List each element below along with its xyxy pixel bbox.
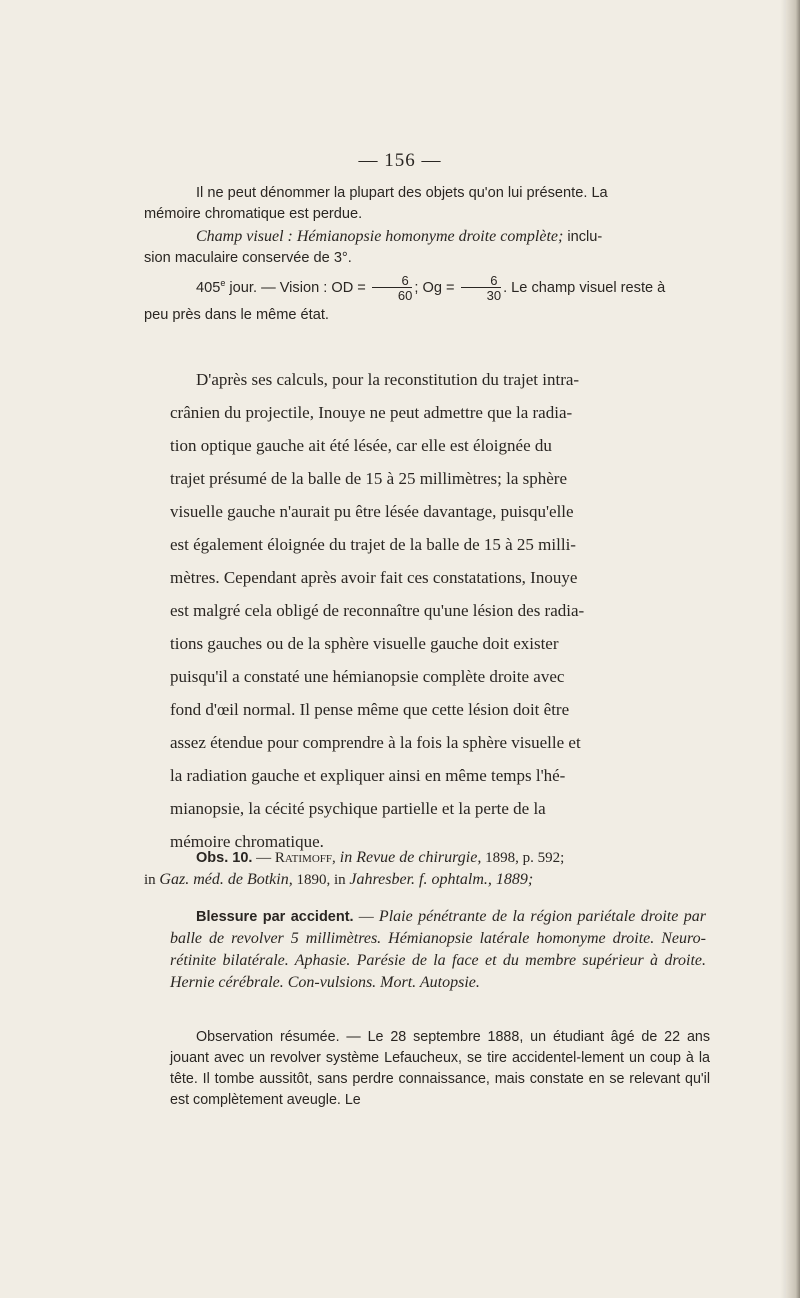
paragraph-memory [144, 183, 710, 225]
main-line: trajet présumé de la balle de 15 à 25 millimètres; la sphère [170, 469, 567, 488]
obs-ref2: 1890, in [292, 872, 350, 888]
vision-od-label: jour. — Vision : OD = [225, 279, 366, 296]
fraction-og-den: 30 [461, 287, 501, 302]
main-line: D'après ses calculs, pour la reconstitution du trajet intra- [196, 370, 580, 389]
para1-line2: mémoire chromatique est perdue. [144, 206, 363, 222]
obs-journal1: Revue de chirurgie, [356, 849, 482, 866]
page-edge [786, 0, 800, 1298]
main-line: tions gauches ou de la sphère visuelle gauche doit exister [170, 634, 559, 653]
visual-field-heading: Champ visuel : Hémianopsie homonyme droite complète; [196, 228, 564, 245]
obs-dash: — [252, 850, 275, 866]
fraction-og [461, 274, 501, 302]
main-line: puisqu'il a constaté une hémianopsie complète droite avec [170, 667, 565, 686]
case-summary [170, 906, 706, 994]
vision-day-sup: e [220, 278, 226, 288]
observation-reference [144, 847, 706, 891]
vision-og-label: ; Og = [414, 279, 455, 296]
main-line: mianopsie, la cécité psychique partielle et la perte de la [170, 799, 546, 818]
obs-label: Obs. 10. [196, 850, 253, 866]
main-line: visuelle gauche n'aurait pu être lésée davantage, puisqu'elle [170, 502, 574, 521]
page-number: — 156 — [358, 150, 442, 171]
blessure-text: Plaie pénétrante de la région pariétale droite par balle de revolver 5 millimètres. Hémianopsie latérale homonyme droite. Neuro-rétinite bilatérale. Aphasie. Parésie de la face et du membre supérieur à droite. Hernie cérébrale. Con-vulsions. Mort. Autopsie. [170, 908, 706, 991]
obs-author: Ratimoff, [274, 850, 336, 866]
obs-journal3: Jahresber. f. ophtalm., [349, 871, 492, 888]
para1-line1: Il ne peut dénommer la plupart des objets qu'on lui présente. La [196, 185, 608, 201]
vision-suffix: . Le champ visuel reste à [503, 279, 666, 296]
fraction-od-den: 60 [372, 287, 412, 302]
main-line: est malgré cela obligé de reconnaître qu'une lésion des radia- [170, 601, 585, 620]
fraction-od-num: 6 [401, 273, 409, 288]
obs-journal2: Gaz. méd. de Botkin, [159, 871, 293, 888]
visual-field-rest: inclu- [563, 229, 603, 245]
paragraph-visual-field [144, 226, 710, 269]
paragraph-vision [144, 270, 710, 329]
main-line: crânien du projectile, Inouye ne peut admettre que la radia- [170, 403, 573, 422]
main-paragraph [170, 363, 702, 858]
fraction-og-num: 6 [490, 273, 498, 288]
vision-line2: peu près dans le même état. [144, 307, 329, 323]
blessure-label: Blessure par accident. [196, 909, 354, 925]
vision-day: 405 [196, 279, 221, 296]
main-line: fond d'œil normal. Il pense même que cette lésion doit être [170, 700, 570, 719]
main-line: est également éloignée du trajet de la balle de 15 à 25 milli- [170, 535, 576, 554]
obs-ref1: 1898, p. 592; [481, 850, 565, 866]
fraction-od [372, 274, 412, 302]
obs-ref3: 1889; [491, 871, 534, 888]
blessure-dash: — [353, 909, 379, 925]
main-line: tion optique gauche ait été lésée, car elle est éloignée du [170, 436, 552, 455]
main-line: assez étendue pour comprendre à la fois la sphère visuelle et [170, 733, 581, 752]
obs-in1: in [335, 849, 357, 866]
observation-summary: Observation résumée. — Le 28 septembre 1888, un étudiant âgé de 22 ans jouant avec un revolver système Lefaucheux, se tire accidentel-lement un coup à la tête. Il tombe aussitôt, sans perdre connaissance, mais constate en se relevant qu'il est complètement aveugle. Le [170, 1029, 710, 1108]
main-line: la radiation gauche et expliquer ainsi en même temps l'hé- [170, 766, 566, 785]
main-line: mètres. Cependant après avoir fait ces constatations, Inouye [170, 568, 578, 587]
visual-field-line2: sion maculaire conservée de 3°. [144, 250, 352, 266]
main-line: mémoire chromatique. [170, 832, 324, 851]
obs-in2: in [144, 872, 160, 888]
